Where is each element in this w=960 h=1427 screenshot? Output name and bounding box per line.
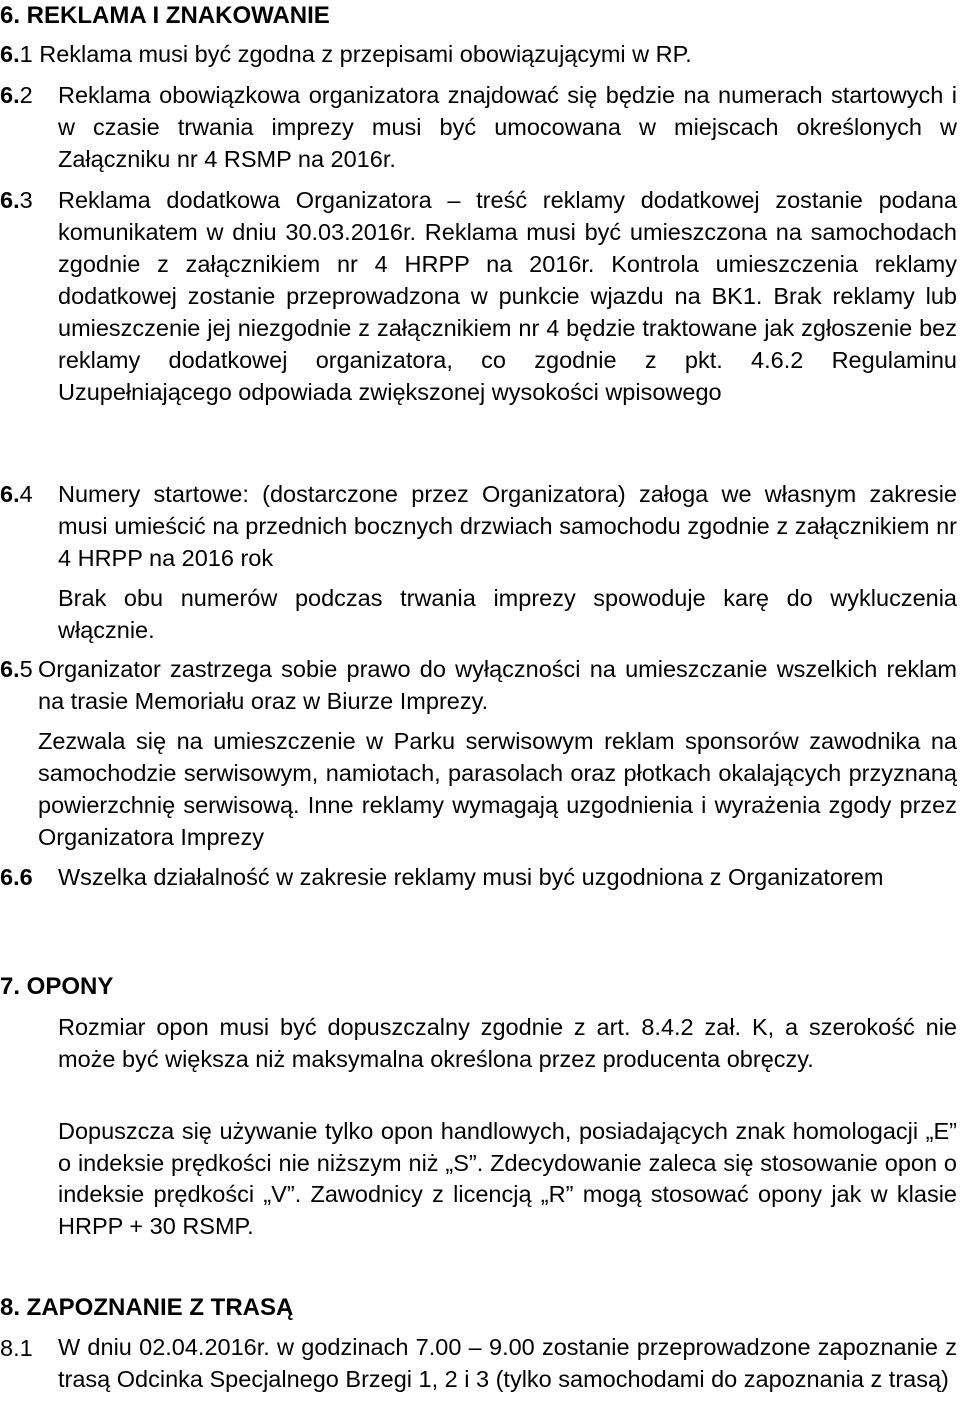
paragraph-6-4-text: Numery startowe: (dostarczone przez Organizatora) załoga we własnym zakresie musi umieścić na przednich bocznych drzwiach samochodu zgodnie z załącznikiem nr 4 HRPP na 2016 rok bbox=[58, 481, 957, 571]
paragraph-number-suffix: 1 bbox=[19, 41, 33, 67]
paragraph-6-5-continuation: Zezwala się na umieszczenie w Parku serwisowym reklam sponsorów zawodnika na samochodzie serwisowym, namiotach, parasolach oraz płotkach okalających przyznaną powierzchnię serwisową. Inne reklamy wymagają uzgodnienia i wyrażenia zgody przez Organizatora Imprezy bbox=[38, 728, 957, 850]
paragraph-6-5-text: Organizator zastrzega sobie prawo do wyłączności na umieszczanie wszelkich reklam na trasie Memoriału oraz w Biurze Imprezy. bbox=[38, 656, 957, 714]
paragraph-number: 6. bbox=[0, 481, 20, 507]
section-7-heading: 7. OPONY bbox=[0, 973, 114, 1000]
paragraph-number: 6. bbox=[0, 82, 20, 108]
paragraph-8-1-number: 8.1 bbox=[0, 1335, 33, 1361]
paragraph-6-4-continuation: Brak obu numerów podczas trwania imprezy spowoduje karę do wykluczenia włącznie. bbox=[58, 585, 957, 643]
paragraph-6-6-text: Wszelka działalność w zakresie reklamy musi być uzgodniona z Organizatorem bbox=[58, 864, 884, 890]
section-6-heading: 6. REKLAMA I ZNAKOWANIE bbox=[0, 2, 330, 29]
paragraph-number: 6. bbox=[0, 656, 20, 682]
section-8-heading: 8. ZAPOZNANIE Z TRASĄ bbox=[0, 1294, 294, 1321]
paragraph-number: 6. bbox=[0, 41, 20, 67]
paragraph-number-suffix: 3 bbox=[19, 187, 33, 213]
paragraph-8-1-text: W dniu 02.04.2016r. w godzinach 7.00 – 9.00 zostanie przeprowadzone zapoznanie z trasą Odcinka Specjalnego Brzegi 1, 2 i 3 (tylko samochodami do zapoznania z trasą) bbox=[58, 1334, 957, 1392]
paragraph-6-4-number bbox=[0, 478, 38, 510]
paragraph-6-3-number bbox=[0, 184, 38, 216]
paragraph-7-2: Dopuszcza się używanie tylko opon handlowych, posiadających znak homologacji „E” o indeksie prędkości nie niższym niż „S”. Zdecydowanie zaleca się stosowanie opon o indeksie prędkości „V”. Zawodnicy z licencją „R” mogą stosować opony jak w klasie HRPP + 30 RSMP. bbox=[58, 1118, 957, 1239]
paragraph-number-suffix: 2 bbox=[19, 82, 33, 108]
paragraph-6-6-number: 6.6 bbox=[0, 864, 33, 890]
paragraph-7-1: Rozmiar opon musi być dopuszczalny zgodnie z art. 8.4.2 zał. K, a szerokość nie może być większa niż maksymalna określona przez producenta obręczy. bbox=[58, 1014, 957, 1072]
paragraph-6-2-text: Reklama obowiązkowa organizatora znajdować się będzie na numerach startowych i w czasie trwania imprezy musi być umocowana w miejscach określonych w Załączniku nr 4 RSMP na 2016r. bbox=[58, 82, 957, 172]
paragraph-text: Reklama musi być zgodna z przepisami obowiązującymi w RP. bbox=[39, 41, 692, 67]
paragraph-6-5-number bbox=[0, 653, 38, 685]
paragraph-number-suffix: 5 bbox=[19, 656, 33, 682]
paragraph-6-2-number bbox=[0, 79, 38, 111]
paragraph-6-3-text: Reklama dodatkowa Organizatora – treść reklamy dodatkowej zostanie podana komunikatem w dniu 30.03.2016r. Reklama musi być umieszczona na samochodach zgodnie z załącznikiem nr 4 HRPP na 2016r. Kontrola umieszczenia reklamy dodatkowej zostanie przeprowadzona w punkcie wjazdu na BK1. Brak reklamy lub umieszczenie jej niezgodnie z załącznikiem nr 4 będzie traktowane jak zgłoszenie bez reklamy dodatkowej organizatora, co zgodnie z pkt. 4.6.2 Regulaminu Uzupełniającego odpowiada zwiększonej wysokości wpisowego bbox=[58, 187, 957, 405]
paragraph-number: 6. bbox=[0, 187, 20, 213]
paragraph-6-1 bbox=[0, 38, 960, 70]
paragraph-number-suffix: 4 bbox=[19, 481, 33, 507]
